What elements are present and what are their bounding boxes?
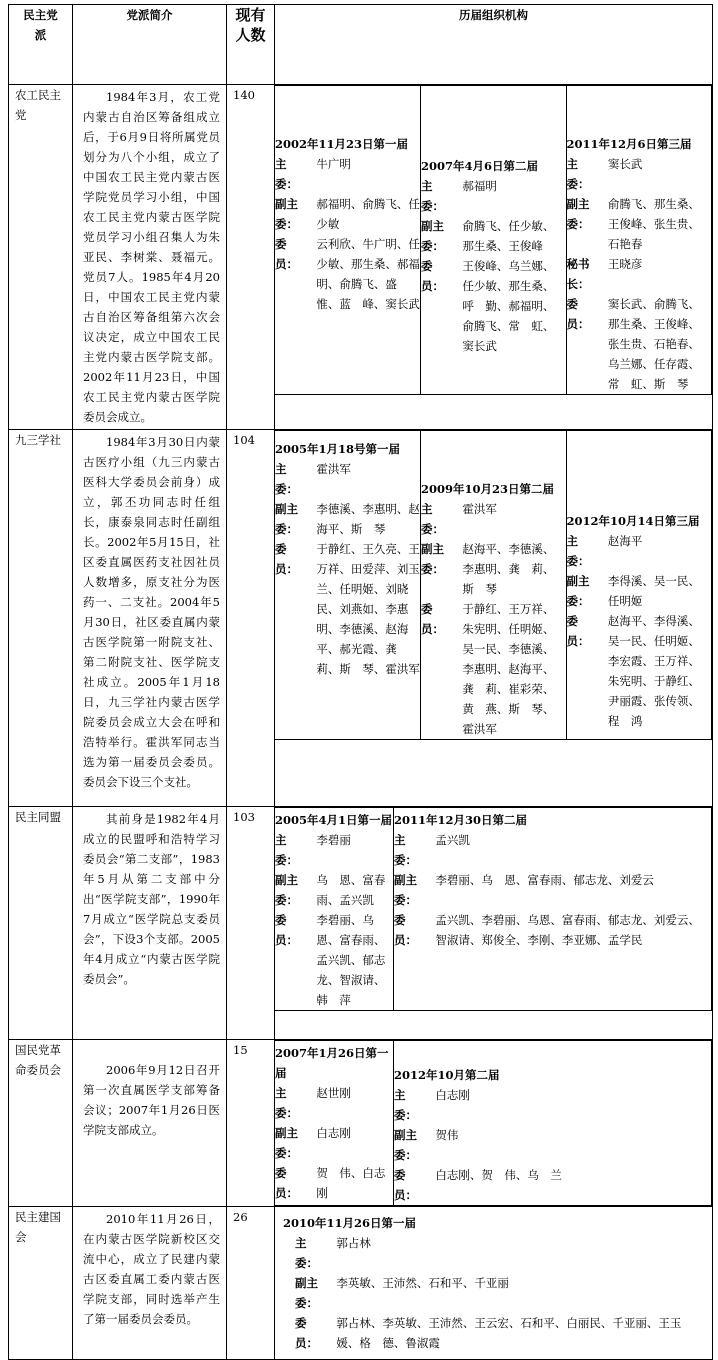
term-vice	[275, 1123, 393, 1163]
members-value: 赵海平、李得溪、吴一民、任明姬、李宏霞、王万祥、朱宪明、于静红、尹丽霞、张传领、程 鸿	[607, 614, 700, 728]
term-vice	[567, 194, 712, 254]
chair-value: 窦长武	[607, 157, 643, 171]
term-title: 2012年10月14日第三届	[566, 514, 700, 528]
parties-table	[8, 4, 713, 1360]
chair-label: 主 委：	[275, 833, 298, 867]
header-orgs: 历届组织机构	[275, 5, 713, 85]
term-vice	[567, 571, 712, 611]
term	[566, 431, 712, 740]
vice-label: 副主委：	[394, 1128, 417, 1162]
chair-label: 主 委：	[275, 157, 298, 191]
term-title: 2007年1月26日第一届	[275, 1046, 389, 1080]
members-label: 委 员：	[566, 297, 590, 331]
chair-label: 主 委：	[566, 157, 590, 191]
vice-value: 李英敏、王沛然、石和平、千亚丽	[336, 1276, 509, 1290]
term-chair	[295, 1233, 704, 1273]
party-terms	[275, 430, 713, 807]
term-members	[394, 1165, 711, 1205]
party-intro-text: 2010年11月26日，在内蒙古医学院新校区交流中心，成立了民建内蒙古区委直属工委内蒙古医学院支部，同时选举产生了第一届委员会委员。	[83, 1212, 220, 1326]
term	[283, 1233, 704, 1353]
party-intro-text: 其前身是1982年4月成立的民盟呼和浩特学习委员会“第二支部”，1983年5月从第二支部中分出“医学院支部”，1990年7月成立“医学院总支委员会”，下设3个支部。2005年4月成立“内蒙古医学院委员会”。	[83, 812, 220, 986]
members-value: 孟兴凯、李碧丽、乌恩、富春雨、郁志龙、刘爱云、智淑请、郑俊全、李刚、李亚娜、孟学民	[435, 913, 700, 947]
term-title: 2002年11月23日第一届	[275, 137, 409, 151]
terms-table	[275, 430, 712, 740]
chair-label: 主 委：	[421, 179, 444, 213]
term-vice	[295, 1273, 704, 1313]
party-terms	[275, 807, 713, 1040]
party-count: 15	[227, 1040, 275, 1207]
vice-label: 副主委：	[275, 1126, 298, 1160]
party-intro-text: 1984年3月，农工党内蒙古自治区筹备组成立后，于6月9日将所属党员划分为八个小组，成立了中国农工民主党内蒙古医学院党员学习小组，中国农工民主党内蒙古医学院党员学习小组召集人为朱亚民、李树棠、聂福元。党员7人。1985年4月20日，中国农工民主党内蒙古自治区筹备组第六次会议决定，成立中国农工民主党内蒙古医学院支部。2002年11月23日，中国农工民主党内蒙古医学院委员会成立。	[83, 90, 220, 424]
vice-value: 白志刚	[316, 1126, 351, 1140]
term-secretary	[567, 254, 712, 294]
header-row	[9, 5, 713, 85]
members-value: 郭占林、李英敏、王沛然、王云宏、石和平、白丽民、千亚丽、王玉媛、格 德、鲁淑霞	[336, 1316, 682, 1350]
chair-label: 主 委：	[275, 462, 298, 496]
term-title: 2007年4月6日第二届	[421, 159, 539, 173]
term-title: 2011年12月30日第二届	[394, 813, 528, 827]
party-count: 104	[227, 430, 275, 807]
chair-value: 牛广明	[316, 157, 351, 171]
members-label: 委 员：	[275, 913, 298, 947]
party-terms	[275, 1207, 713, 1360]
term-members	[275, 234, 420, 314]
term-title: 2005年1月18号第一届	[275, 442, 401, 456]
term-chair	[567, 154, 712, 194]
party-name: 国民党革命委员会	[9, 1040, 73, 1207]
vice-value: 乌 恩、富春雨、孟兴凯	[316, 873, 386, 907]
members-label: 委 员：	[295, 1316, 318, 1350]
vice-label: 副主委：	[275, 502, 298, 536]
term-vice	[421, 216, 566, 256]
vice-label: 副主委：	[295, 1276, 318, 1310]
term	[275, 86, 421, 395]
members-value: 白志刚、贺 伟、乌 兰	[435, 1168, 562, 1182]
party-name: 九三学社	[9, 430, 73, 807]
party-intro	[73, 430, 227, 807]
party-row	[9, 1040, 713, 1207]
vice-value: 赵海平、李德溪、李惠明、龚 莉、斯 琴	[462, 542, 555, 596]
term-chair	[421, 176, 566, 216]
members-label: 委 员：	[275, 1166, 298, 1200]
term-title: 2012年10月第二届	[394, 1068, 500, 1082]
vice-value: 贺伟	[435, 1128, 459, 1142]
party-intro	[73, 1207, 227, 1360]
vice-value: 俞腾飞、任少敏、那生桑、王俊峰	[462, 219, 555, 253]
party-count: 103	[227, 807, 275, 1040]
term-title: 2005年4月1日第一届	[275, 813, 393, 827]
chair-label: 主 委：	[394, 833, 417, 867]
term-vice	[275, 870, 393, 910]
party-intro	[73, 807, 227, 1040]
party-row	[9, 430, 713, 807]
members-value: 于静红、王万祥、朱宪明、任明姬、吴一民、李德溪、李惠明、赵海平、龚 莉、崔彩荣、黄 燕、斯 琴、霍洪军	[462, 602, 555, 736]
term-members	[567, 294, 712, 394]
party-row	[9, 807, 713, 1040]
vice-value: 李得溪、吴一民、任明姬	[607, 574, 700, 608]
term-vice	[275, 499, 420, 539]
term-members	[295, 1313, 704, 1353]
chair-label: 主 委：	[275, 1086, 298, 1120]
header-intro: 党派简介	[73, 5, 227, 85]
term-members	[567, 611, 712, 731]
term-title: 2011年12月6日第三届	[566, 137, 692, 151]
chair-value: 赵海平	[607, 534, 643, 548]
chair-value: 李碧丽	[316, 833, 351, 847]
term-members	[275, 910, 393, 1010]
members-label: 委 员：	[275, 542, 298, 576]
members-label: 委 员：	[394, 1168, 417, 1202]
term-chair	[275, 459, 420, 499]
term-chair	[275, 1083, 393, 1123]
members-label: 委 员：	[566, 614, 590, 648]
members-label: 委 员：	[275, 237, 298, 271]
term	[394, 808, 712, 1011]
vice-label: 副主委：	[566, 574, 590, 608]
chair-value: 赵世刚	[316, 1086, 351, 1100]
term-chair	[275, 830, 393, 870]
term-vice	[275, 194, 420, 234]
term-chair	[421, 499, 566, 539]
chair-label: 主 委：	[566, 534, 590, 568]
term-chair	[394, 1085, 711, 1125]
vice-value: 郝福明、俞腾飞、任少敏	[316, 197, 420, 231]
header-count: 现有人数	[227, 5, 275, 85]
members-value: 李碧丽、乌恩、富春雨、孟兴凯、郁志龙、智淑请、韩 萍	[316, 913, 386, 1007]
term-chair	[275, 154, 420, 194]
vice-label: 副主委：	[275, 873, 298, 907]
chair-value: 孟兴凯	[435, 833, 470, 847]
term	[421, 86, 567, 395]
members-label: 委 员：	[421, 602, 444, 636]
secretary-value: 王晓彦	[607, 257, 643, 271]
vice-value: 俞腾飞、那生桑、王俊峰、张生贵、石艳春	[607, 197, 700, 251]
party-row	[9, 1207, 713, 1360]
chair-value: 白志刚	[435, 1088, 470, 1102]
terms-table	[275, 807, 712, 1011]
chair-label: 主 委：	[295, 1236, 318, 1270]
chair-value: 霍洪军	[462, 502, 497, 516]
party-name: 民主同盟	[9, 807, 73, 1040]
members-value: 王俊峰、乌兰娜、任少敏、那生桑、呼 勤、郝福明、俞腾飞、常 虹、窦长武	[462, 259, 555, 353]
party-intro	[73, 85, 227, 430]
term-members	[421, 256, 566, 356]
term-members	[275, 1163, 393, 1203]
party-count: 26	[227, 1207, 275, 1360]
party-name: 农工民主党	[9, 85, 73, 430]
header-party: 民主党派	[9, 5, 73, 85]
term	[394, 1041, 712, 1206]
members-value: 窦长武、俞腾飞、那生桑、王俊峰、张生贵、石艳春、乌兰娜、任存霞、常 虹、斯 琴	[607, 297, 700, 391]
vice-label: 副主委：	[421, 219, 444, 253]
chair-value: 郝福明	[462, 179, 497, 193]
party-intro	[73, 1040, 227, 1207]
party-row	[9, 85, 713, 430]
vice-value: 李碧丽、乌 恩、富春雨、郁志龙、刘爱云	[435, 873, 654, 887]
term-title: 2009年10月23日第二届	[421, 482, 555, 496]
term-vice	[394, 870, 711, 910]
term-chair	[394, 830, 711, 870]
term-title: 2010年11月26日第一届	[283, 1216, 417, 1230]
secretary-label: 秘书长：	[566, 257, 590, 291]
term	[275, 808, 394, 1011]
party-count: 140	[227, 85, 275, 430]
vice-label: 副主委：	[275, 197, 298, 231]
vice-value: 李德溪、李惠明、赵海平、斯 琴	[316, 502, 420, 536]
chair-value: 郭占林	[336, 1236, 371, 1250]
members-value: 云利欣、牛广明、任少敏、那生桑、郝福明、俞腾飞、盛 惟、蓝 峰、窦长武	[316, 237, 420, 311]
term	[275, 431, 421, 740]
term-members	[421, 599, 566, 739]
term	[275, 1041, 394, 1206]
term-vice	[421, 539, 566, 599]
members-label: 委 员：	[421, 259, 444, 293]
term-vice	[394, 1125, 711, 1165]
term	[421, 431, 567, 740]
vice-label: 副主委：	[394, 873, 417, 907]
party-terms	[275, 1040, 713, 1207]
vice-label: 副主委：	[421, 542, 444, 576]
term-members	[394, 910, 711, 950]
party-terms	[275, 85, 713, 430]
party-intro-text: 2006年9月12日召开第一次直属医学支部筹备会议；2007年1月26日医学院支部成立。	[83, 1063, 220, 1137]
vice-label: 副主委：	[566, 197, 590, 231]
term	[566, 86, 712, 395]
members-value: 贺 伟、白志刚	[316, 1166, 386, 1200]
members-value: 于静红、王久亮、王万祥、田爱萍、刘玉兰、任明姬、刘晓民、刘燕如、李惠明、李德溪、赵海平、郝光霞、龚 莉、斯 琴、霍洪军	[316, 542, 420, 676]
term-chair	[567, 531, 712, 571]
chair-label: 主 委：	[394, 1088, 417, 1122]
party-intro-text: 1984年3月30日内蒙古医疗小组（九三内蒙古医科大学委员会前身）成立，郭丕功同志时任组长，康泰泉同志时任副组长。2002年5月15日，社区委直属医药支社因社员人数增多，原支社分为医药一、二支社。2004年5月30日，社区委直属内蒙古医学院第一附院支社、第二附院支社、医学院支社成立。2005年1月18日，九三学社内蒙古医学院委员会成立大会在呼和浩特举行。霍洪军同志当选为第一届委员会委员。委员会下设三个支社。	[83, 435, 220, 789]
term-members	[275, 539, 420, 679]
terms-table	[275, 85, 712, 395]
chair-label: 主 委：	[421, 502, 444, 536]
party-name: 民主建国会	[9, 1207, 73, 1360]
members-label: 委 员：	[394, 913, 417, 947]
terms-table	[275, 1040, 712, 1206]
chair-value: 霍洪军	[316, 462, 351, 476]
